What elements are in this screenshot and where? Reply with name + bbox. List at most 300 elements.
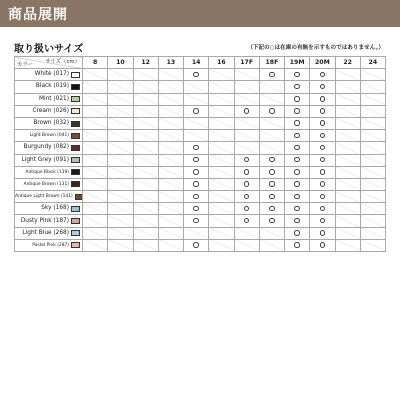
availability-mark bbox=[269, 169, 275, 175]
color-name: Black (019) bbox=[35, 83, 69, 90]
unavailable-cell bbox=[360, 166, 385, 178]
unavailable-cell bbox=[335, 178, 360, 190]
unavailable-cell bbox=[83, 203, 108, 215]
available-cell bbox=[310, 142, 335, 154]
available-cell bbox=[285, 227, 310, 239]
section-heading bbox=[0, 40, 400, 56]
unavailable-cell bbox=[234, 130, 259, 142]
unavailable-cell bbox=[360, 227, 385, 239]
color-name: White (017) bbox=[34, 71, 69, 78]
available-cell bbox=[259, 215, 284, 227]
availability-mark bbox=[320, 120, 326, 126]
unavailable-cell bbox=[133, 93, 158, 105]
available-cell bbox=[310, 227, 335, 239]
unavailable-cell bbox=[133, 142, 158, 154]
color-name-cell bbox=[15, 69, 83, 81]
available-cell bbox=[310, 203, 335, 215]
size-availability-table bbox=[14, 56, 386, 252]
available-cell bbox=[285, 130, 310, 142]
unavailable-cell bbox=[234, 81, 259, 93]
unavailable-cell bbox=[335, 105, 360, 117]
availability-mark bbox=[269, 194, 275, 200]
unavailable-cell bbox=[158, 142, 183, 154]
color-swatch bbox=[71, 133, 80, 139]
unavailable-cell bbox=[83, 93, 108, 105]
unavailable-cell bbox=[360, 142, 385, 154]
available-cell bbox=[310, 154, 335, 166]
table-row bbox=[15, 215, 386, 227]
table-row bbox=[15, 227, 386, 239]
color-swatch bbox=[71, 72, 80, 78]
unavailable-cell bbox=[209, 93, 234, 105]
unavailable-cell bbox=[133, 81, 158, 93]
color-name-cell bbox=[15, 105, 83, 117]
unavailable-cell bbox=[209, 178, 234, 190]
unavailable-cell bbox=[108, 203, 133, 215]
availability-mark bbox=[294, 169, 300, 175]
unavailable-cell bbox=[209, 239, 234, 251]
available-cell bbox=[285, 154, 310, 166]
available-cell bbox=[259, 191, 284, 203]
size-column-header: 18F bbox=[259, 57, 284, 69]
color-swatch bbox=[71, 96, 80, 102]
unavailable-cell bbox=[209, 154, 234, 166]
unavailable-cell bbox=[108, 142, 133, 154]
available-cell bbox=[184, 105, 209, 117]
color-name: Brown (032) bbox=[33, 120, 69, 127]
unavailable-cell bbox=[133, 105, 158, 117]
available-cell bbox=[184, 154, 209, 166]
unavailable-cell bbox=[133, 166, 158, 178]
color-name: Light Grey (091) bbox=[21, 156, 69, 163]
available-cell bbox=[234, 178, 259, 190]
availability-mark bbox=[320, 84, 326, 90]
table-row bbox=[15, 130, 386, 142]
available-cell bbox=[184, 191, 209, 203]
available-cell bbox=[310, 69, 335, 81]
availability-mark bbox=[244, 194, 250, 200]
unavailable-cell bbox=[83, 227, 108, 239]
unavailable-cell bbox=[108, 166, 133, 178]
unavailable-cell bbox=[83, 105, 108, 117]
available-cell bbox=[285, 191, 310, 203]
unavailable-cell bbox=[234, 142, 259, 154]
unavailable-cell bbox=[360, 239, 385, 251]
unavailable-cell bbox=[133, 154, 158, 166]
availability-mark bbox=[294, 230, 300, 236]
unavailable-cell bbox=[158, 69, 183, 81]
unavailable-cell bbox=[158, 239, 183, 251]
color-swatch bbox=[71, 145, 80, 151]
availability-mark bbox=[193, 242, 199, 248]
available-cell bbox=[184, 166, 209, 178]
availability-mark bbox=[320, 242, 326, 248]
unavailable-cell bbox=[209, 69, 234, 81]
table-row bbox=[15, 93, 386, 105]
unavailable-cell bbox=[184, 227, 209, 239]
unavailable-cell bbox=[335, 239, 360, 251]
unavailable-cell bbox=[108, 239, 133, 251]
color-name-cell bbox=[15, 191, 83, 203]
page-title: 商品展開 bbox=[8, 6, 68, 23]
availability-mark bbox=[320, 72, 326, 78]
availability-mark bbox=[269, 157, 275, 163]
unavailable-cell bbox=[158, 178, 183, 190]
availability-mark bbox=[193, 72, 199, 78]
available-cell bbox=[234, 154, 259, 166]
unavailable-cell bbox=[83, 154, 108, 166]
unavailable-cell bbox=[360, 154, 385, 166]
unavailable-cell bbox=[108, 105, 133, 117]
color-swatch bbox=[71, 242, 80, 248]
available-cell bbox=[310, 178, 335, 190]
availability-mark bbox=[244, 157, 250, 163]
color-name-cell bbox=[15, 142, 83, 154]
unavailable-cell bbox=[158, 130, 183, 142]
unavailable-cell bbox=[108, 81, 133, 93]
color-name: Antique Black (119) bbox=[25, 169, 69, 175]
size-column-header: 14 bbox=[184, 57, 209, 69]
color-swatch bbox=[71, 169, 80, 175]
table-row bbox=[15, 105, 386, 117]
available-cell bbox=[234, 166, 259, 178]
availability-mark bbox=[193, 181, 199, 187]
available-cell bbox=[310, 166, 335, 178]
unavailable-cell bbox=[158, 117, 183, 129]
table-row bbox=[15, 191, 386, 203]
color-name-cell bbox=[15, 215, 83, 227]
color-name: Burgundy (082) bbox=[23, 144, 69, 151]
color-name-cell bbox=[15, 239, 83, 251]
unavailable-cell bbox=[133, 117, 158, 129]
available-cell bbox=[285, 239, 310, 251]
available-cell bbox=[259, 166, 284, 178]
unavailable-cell bbox=[158, 203, 183, 215]
unavailable-cell bbox=[158, 105, 183, 117]
unavailable-cell bbox=[83, 191, 108, 203]
available-cell bbox=[285, 117, 310, 129]
color-swatch bbox=[71, 181, 80, 187]
color-rows bbox=[15, 69, 386, 252]
table-row bbox=[15, 166, 386, 178]
size-column-header: 19M bbox=[285, 57, 310, 69]
size-column-header: 12 bbox=[133, 57, 158, 69]
availability-mark bbox=[193, 145, 199, 151]
available-cell bbox=[234, 105, 259, 117]
unavailable-cell bbox=[360, 191, 385, 203]
availability-mark bbox=[294, 84, 300, 90]
availability-mark bbox=[320, 181, 326, 187]
unavailable-cell bbox=[83, 215, 108, 227]
availability-mark bbox=[294, 206, 300, 212]
unavailable-cell bbox=[108, 227, 133, 239]
table-row bbox=[15, 117, 386, 129]
available-cell bbox=[310, 93, 335, 105]
color-swatch bbox=[71, 84, 80, 90]
page-header bbox=[0, 0, 400, 27]
unavailable-cell bbox=[335, 227, 360, 239]
color-name: Antique Brown (131) bbox=[23, 181, 69, 187]
availability-mark bbox=[320, 145, 326, 151]
unavailable-cell bbox=[158, 227, 183, 239]
unavailable-cell bbox=[335, 191, 360, 203]
availability-mark bbox=[320, 108, 326, 114]
unavailable-cell bbox=[133, 227, 158, 239]
available-cell bbox=[184, 69, 209, 81]
availability-mark bbox=[193, 218, 199, 224]
color-name-cell bbox=[15, 117, 83, 129]
availability-mark bbox=[320, 218, 326, 224]
unavailable-cell bbox=[335, 117, 360, 129]
unavailable-cell bbox=[133, 69, 158, 81]
color-swatch bbox=[71, 108, 80, 114]
unavailable-cell bbox=[108, 69, 133, 81]
unavailable-cell bbox=[83, 166, 108, 178]
unavailable-cell bbox=[259, 227, 284, 239]
unavailable-cell bbox=[360, 130, 385, 142]
available-cell bbox=[310, 191, 335, 203]
size-column-header: 10 bbox=[108, 57, 133, 69]
unavailable-cell bbox=[83, 117, 108, 129]
available-cell bbox=[285, 215, 310, 227]
unavailable-cell bbox=[234, 239, 259, 251]
available-cell bbox=[310, 117, 335, 129]
unavailable-cell bbox=[133, 191, 158, 203]
availability-mark bbox=[294, 157, 300, 163]
size-column-header: 22 bbox=[335, 57, 360, 69]
availability-mark bbox=[269, 218, 275, 224]
unavailable-cell bbox=[335, 81, 360, 93]
unavailable-cell bbox=[259, 142, 284, 154]
availability-mark bbox=[294, 194, 300, 200]
unavailable-cell bbox=[133, 130, 158, 142]
availability-mark bbox=[294, 145, 300, 151]
available-cell bbox=[285, 142, 310, 154]
availability-mark bbox=[244, 181, 250, 187]
availability-mark bbox=[320, 96, 326, 102]
available-cell bbox=[310, 215, 335, 227]
unavailable-cell bbox=[335, 203, 360, 215]
unavailable-cell bbox=[360, 117, 385, 129]
color-axis-label: カラー bbox=[17, 62, 34, 69]
unavailable-cell bbox=[335, 93, 360, 105]
size-column-header: 24 bbox=[360, 57, 385, 69]
availability-mark bbox=[294, 133, 300, 139]
available-cell bbox=[259, 154, 284, 166]
unavailable-cell bbox=[360, 178, 385, 190]
available-cell bbox=[184, 215, 209, 227]
unavailable-cell bbox=[108, 93, 133, 105]
availability-mark bbox=[294, 96, 300, 102]
color-swatch bbox=[71, 206, 80, 212]
unavailable-cell bbox=[209, 105, 234, 117]
unavailable-cell bbox=[108, 154, 133, 166]
color-name-cell bbox=[15, 227, 83, 239]
available-cell bbox=[259, 203, 284, 215]
unavailable-cell bbox=[360, 203, 385, 215]
availability-mark bbox=[269, 181, 275, 187]
available-cell bbox=[285, 178, 310, 190]
unavailable-cell bbox=[209, 215, 234, 227]
color-name-cell bbox=[15, 81, 83, 93]
availability-mark bbox=[294, 242, 300, 248]
section-title: 取り扱いサイズ bbox=[14, 44, 84, 55]
available-cell bbox=[184, 142, 209, 154]
unavailable-cell bbox=[83, 130, 108, 142]
unavailable-cell bbox=[108, 191, 133, 203]
table-row bbox=[15, 81, 386, 93]
available-cell bbox=[285, 81, 310, 93]
availability-mark bbox=[244, 218, 250, 224]
color-name: Pastel Pink (287) bbox=[32, 242, 69, 248]
color-name: Light Brown (041) bbox=[29, 133, 69, 139]
available-cell bbox=[310, 81, 335, 93]
available-cell bbox=[184, 203, 209, 215]
color-swatch bbox=[71, 157, 80, 163]
unavailable-cell bbox=[259, 93, 284, 105]
table-row bbox=[15, 178, 386, 190]
size-column-header: 13 bbox=[158, 57, 183, 69]
color-name-cell bbox=[15, 130, 83, 142]
unavailable-cell bbox=[335, 215, 360, 227]
unavailable-cell bbox=[209, 203, 234, 215]
availability-mark bbox=[269, 206, 275, 212]
color-name-cell bbox=[15, 178, 83, 190]
availability-mark bbox=[244, 206, 250, 212]
table-row bbox=[15, 239, 386, 251]
unavailable-cell bbox=[184, 117, 209, 129]
availability-mark bbox=[320, 169, 326, 175]
unavailable-cell bbox=[335, 166, 360, 178]
size-header-row bbox=[15, 57, 386, 69]
color-swatch bbox=[71, 218, 80, 224]
unavailable-cell bbox=[209, 191, 234, 203]
size-column-header: 16 bbox=[209, 57, 234, 69]
availability-mark bbox=[294, 120, 300, 126]
availability-mark bbox=[294, 181, 300, 187]
availability-mark bbox=[269, 108, 275, 114]
color-name-cell bbox=[15, 93, 83, 105]
unavailable-cell bbox=[184, 81, 209, 93]
available-cell bbox=[285, 69, 310, 81]
stock-note: （下記の○は在庫の有無を示すものではありません。） bbox=[247, 45, 384, 51]
availability-mark bbox=[320, 194, 326, 200]
available-cell bbox=[234, 191, 259, 203]
available-cell bbox=[184, 178, 209, 190]
unavailable-cell bbox=[209, 142, 234, 154]
color-swatch bbox=[75, 194, 83, 200]
available-cell bbox=[285, 93, 310, 105]
color-name-cell bbox=[15, 203, 83, 215]
unavailable-cell bbox=[158, 81, 183, 93]
availability-mark bbox=[193, 108, 199, 114]
color-name-cell bbox=[15, 154, 83, 166]
unavailable-cell bbox=[209, 81, 234, 93]
available-cell bbox=[310, 130, 335, 142]
unavailable-cell bbox=[360, 93, 385, 105]
unavailable-cell bbox=[234, 69, 259, 81]
available-cell bbox=[310, 239, 335, 251]
availability-mark bbox=[294, 72, 300, 78]
unavailable-cell bbox=[133, 239, 158, 251]
unavailable-cell bbox=[83, 69, 108, 81]
color-name: Cream (026) bbox=[32, 107, 69, 114]
unavailable-cell bbox=[259, 81, 284, 93]
size-column-header: 17F bbox=[234, 57, 259, 69]
available-cell bbox=[184, 239, 209, 251]
availability-mark bbox=[320, 133, 326, 139]
availability-mark bbox=[294, 108, 300, 114]
available-cell bbox=[310, 105, 335, 117]
unavailable-cell bbox=[108, 178, 133, 190]
table-row bbox=[15, 154, 386, 166]
unavailable-cell bbox=[133, 215, 158, 227]
size-column-header: 8 bbox=[83, 57, 108, 69]
available-cell bbox=[259, 69, 284, 81]
color-swatch bbox=[71, 121, 80, 127]
availability-mark bbox=[244, 108, 250, 114]
available-cell bbox=[285, 203, 310, 215]
unavailable-cell bbox=[209, 166, 234, 178]
unavailable-cell bbox=[83, 178, 108, 190]
availability-mark bbox=[193, 194, 199, 200]
color-name: Light Blue (268) bbox=[22, 229, 69, 236]
unavailable-cell bbox=[335, 142, 360, 154]
unavailable-cell bbox=[209, 130, 234, 142]
unavailable-cell bbox=[335, 69, 360, 81]
color-swatch bbox=[71, 230, 80, 236]
available-cell bbox=[234, 203, 259, 215]
unavailable-cell bbox=[335, 154, 360, 166]
unavailable-cell bbox=[133, 203, 158, 215]
table-row bbox=[15, 203, 386, 215]
availability-mark bbox=[193, 206, 199, 212]
color-name: Antique Light Brown (141) bbox=[15, 194, 73, 200]
color-name: Sky (168) bbox=[41, 205, 69, 212]
unavailable-cell bbox=[83, 81, 108, 93]
size-axis-label: サイズ（cm） bbox=[45, 59, 80, 65]
available-cell bbox=[285, 105, 310, 117]
unavailable-cell bbox=[234, 117, 259, 129]
available-cell bbox=[259, 178, 284, 190]
unavailable-cell bbox=[234, 227, 259, 239]
unavailable-cell bbox=[133, 178, 158, 190]
unavailable-cell bbox=[158, 154, 183, 166]
unavailable-cell bbox=[360, 81, 385, 93]
unavailable-cell bbox=[184, 130, 209, 142]
availability-mark bbox=[193, 157, 199, 163]
unavailable-cell bbox=[83, 239, 108, 251]
color-name: Mint (021) bbox=[39, 95, 69, 102]
unavailable-cell bbox=[259, 117, 284, 129]
unavailable-cell bbox=[209, 117, 234, 129]
availability-mark bbox=[294, 218, 300, 224]
unavailable-cell bbox=[108, 130, 133, 142]
unavailable-cell bbox=[360, 69, 385, 81]
unavailable-cell bbox=[259, 239, 284, 251]
unavailable-cell bbox=[158, 215, 183, 227]
size-column-header: 20M bbox=[310, 57, 335, 69]
availability-mark bbox=[320, 157, 326, 163]
unavailable-cell bbox=[335, 130, 360, 142]
unavailable-cell bbox=[234, 93, 259, 105]
availability-mark bbox=[320, 230, 326, 236]
available-cell bbox=[285, 166, 310, 178]
available-cell bbox=[259, 105, 284, 117]
color-name: Dusty Pink (187) bbox=[20, 217, 69, 224]
unavailable-cell bbox=[158, 191, 183, 203]
availability-mark bbox=[193, 169, 199, 175]
